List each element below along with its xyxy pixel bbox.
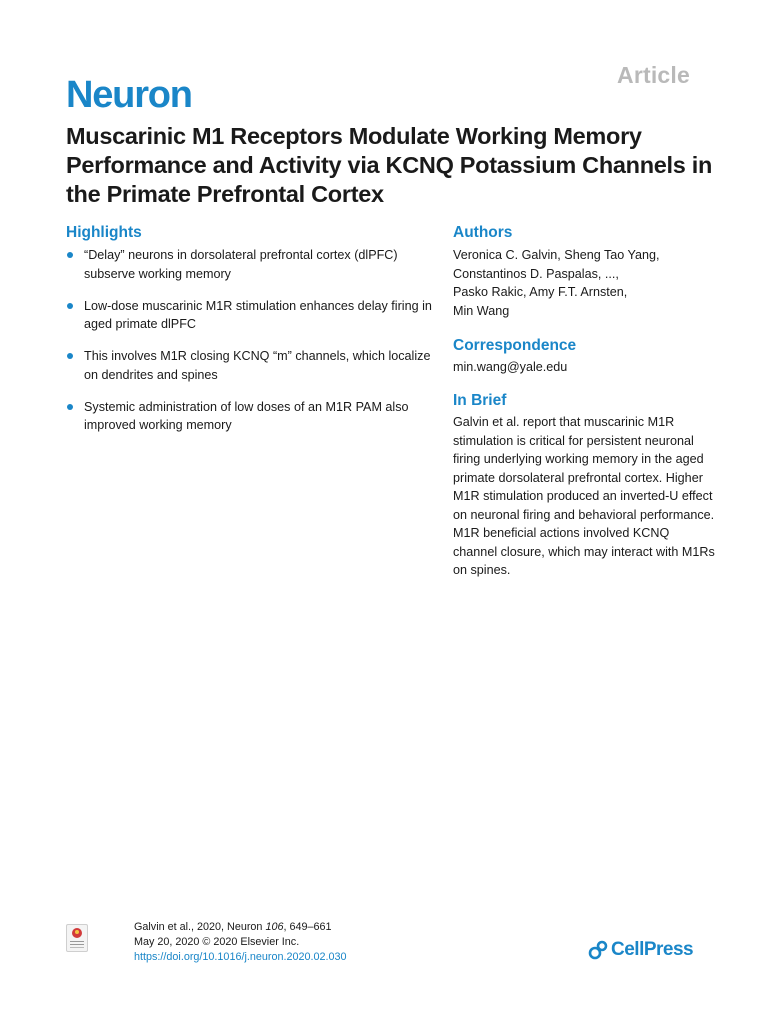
highlight-item (66, 297, 446, 334)
in-brief-heading: In Brief (453, 392, 507, 409)
cellpress-logo[interactable] (588, 937, 693, 963)
article-type-label: Article (617, 62, 690, 88)
authors-line: Constantinos D. Paspalas, ..., (453, 266, 619, 281)
bullet-icon (67, 252, 73, 258)
bullet-icon (67, 353, 73, 359)
highlight-text: This involves M1R closing KCNQ “m” channels, which localize on dendrites and spines (84, 349, 431, 382)
authors-line: Veronica C. Galvin, Sheng Tao Yang, (453, 248, 660, 262)
bullet-icon (67, 404, 73, 410)
authors-heading: Authors (453, 224, 513, 241)
citation-volume: 106 (265, 921, 284, 933)
cellpress-text: CellPress (611, 939, 694, 960)
in-brief-text: Galvin et al. report that muscarinic M1R stimulation is critical for persistent neuronal firing underlying working memory in the aged primate dorsolateral prefrontal cortex. Higher M1R stimulation produced an inverted-U effect on neuronal firing and behavioral performance. M1R beneficial actions involved KCNQ channel closure, which may interact with M1Rs on spines. (453, 415, 715, 577)
correspondence-email[interactable]: min.wang@yale.edu (453, 360, 568, 374)
highlight-text: Systemic administration of low doses of an M1R PAM also improved working memory (84, 399, 409, 432)
correspondence-heading: Correspondence (453, 337, 577, 354)
bullet-icon (67, 303, 73, 309)
doi-link[interactable]: https://doi.org/10.1016/j.neuron.2020.02.030 (134, 951, 347, 963)
authors-line: Min Wang (453, 303, 510, 318)
crossmark-icon[interactable] (66, 924, 88, 952)
highlight-item (66, 398, 446, 435)
journal-logo: Neuron (66, 74, 192, 116)
citation-text: Galvin et al., 2020, Neuron (134, 921, 266, 933)
highlight-item (66, 246, 446, 283)
highlights-heading: Highlights (66, 224, 142, 241)
highlight-item (66, 347, 446, 384)
citation-pages: , 649–661 (283, 921, 332, 933)
cellpress-logo-icon (588, 940, 608, 960)
highlight-text: “Delay” neurons in dorsolateral prefrontal cortex (dlPFC) subserve working memory (84, 248, 398, 281)
authors-line: Pasko Rakic, Amy F.T. Arnsten, (453, 285, 628, 299)
authors-list (453, 246, 713, 320)
citation-line (134, 920, 347, 935)
highlight-text: Low-dose muscarinic M1R stimulation enhances delay firing in aged primate dlPFC (84, 298, 432, 331)
citation-date: May 20, 2020 © 2020 Elsevier Inc. (134, 936, 300, 948)
highlights-list (66, 246, 446, 448)
article-title: Muscarinic M1 Receptors Modulate Working Memory Performance and Activity via KCNQ Potassium Channels in the Primate Prefrontal Cortex (66, 123, 713, 207)
citation-block (134, 920, 347, 965)
